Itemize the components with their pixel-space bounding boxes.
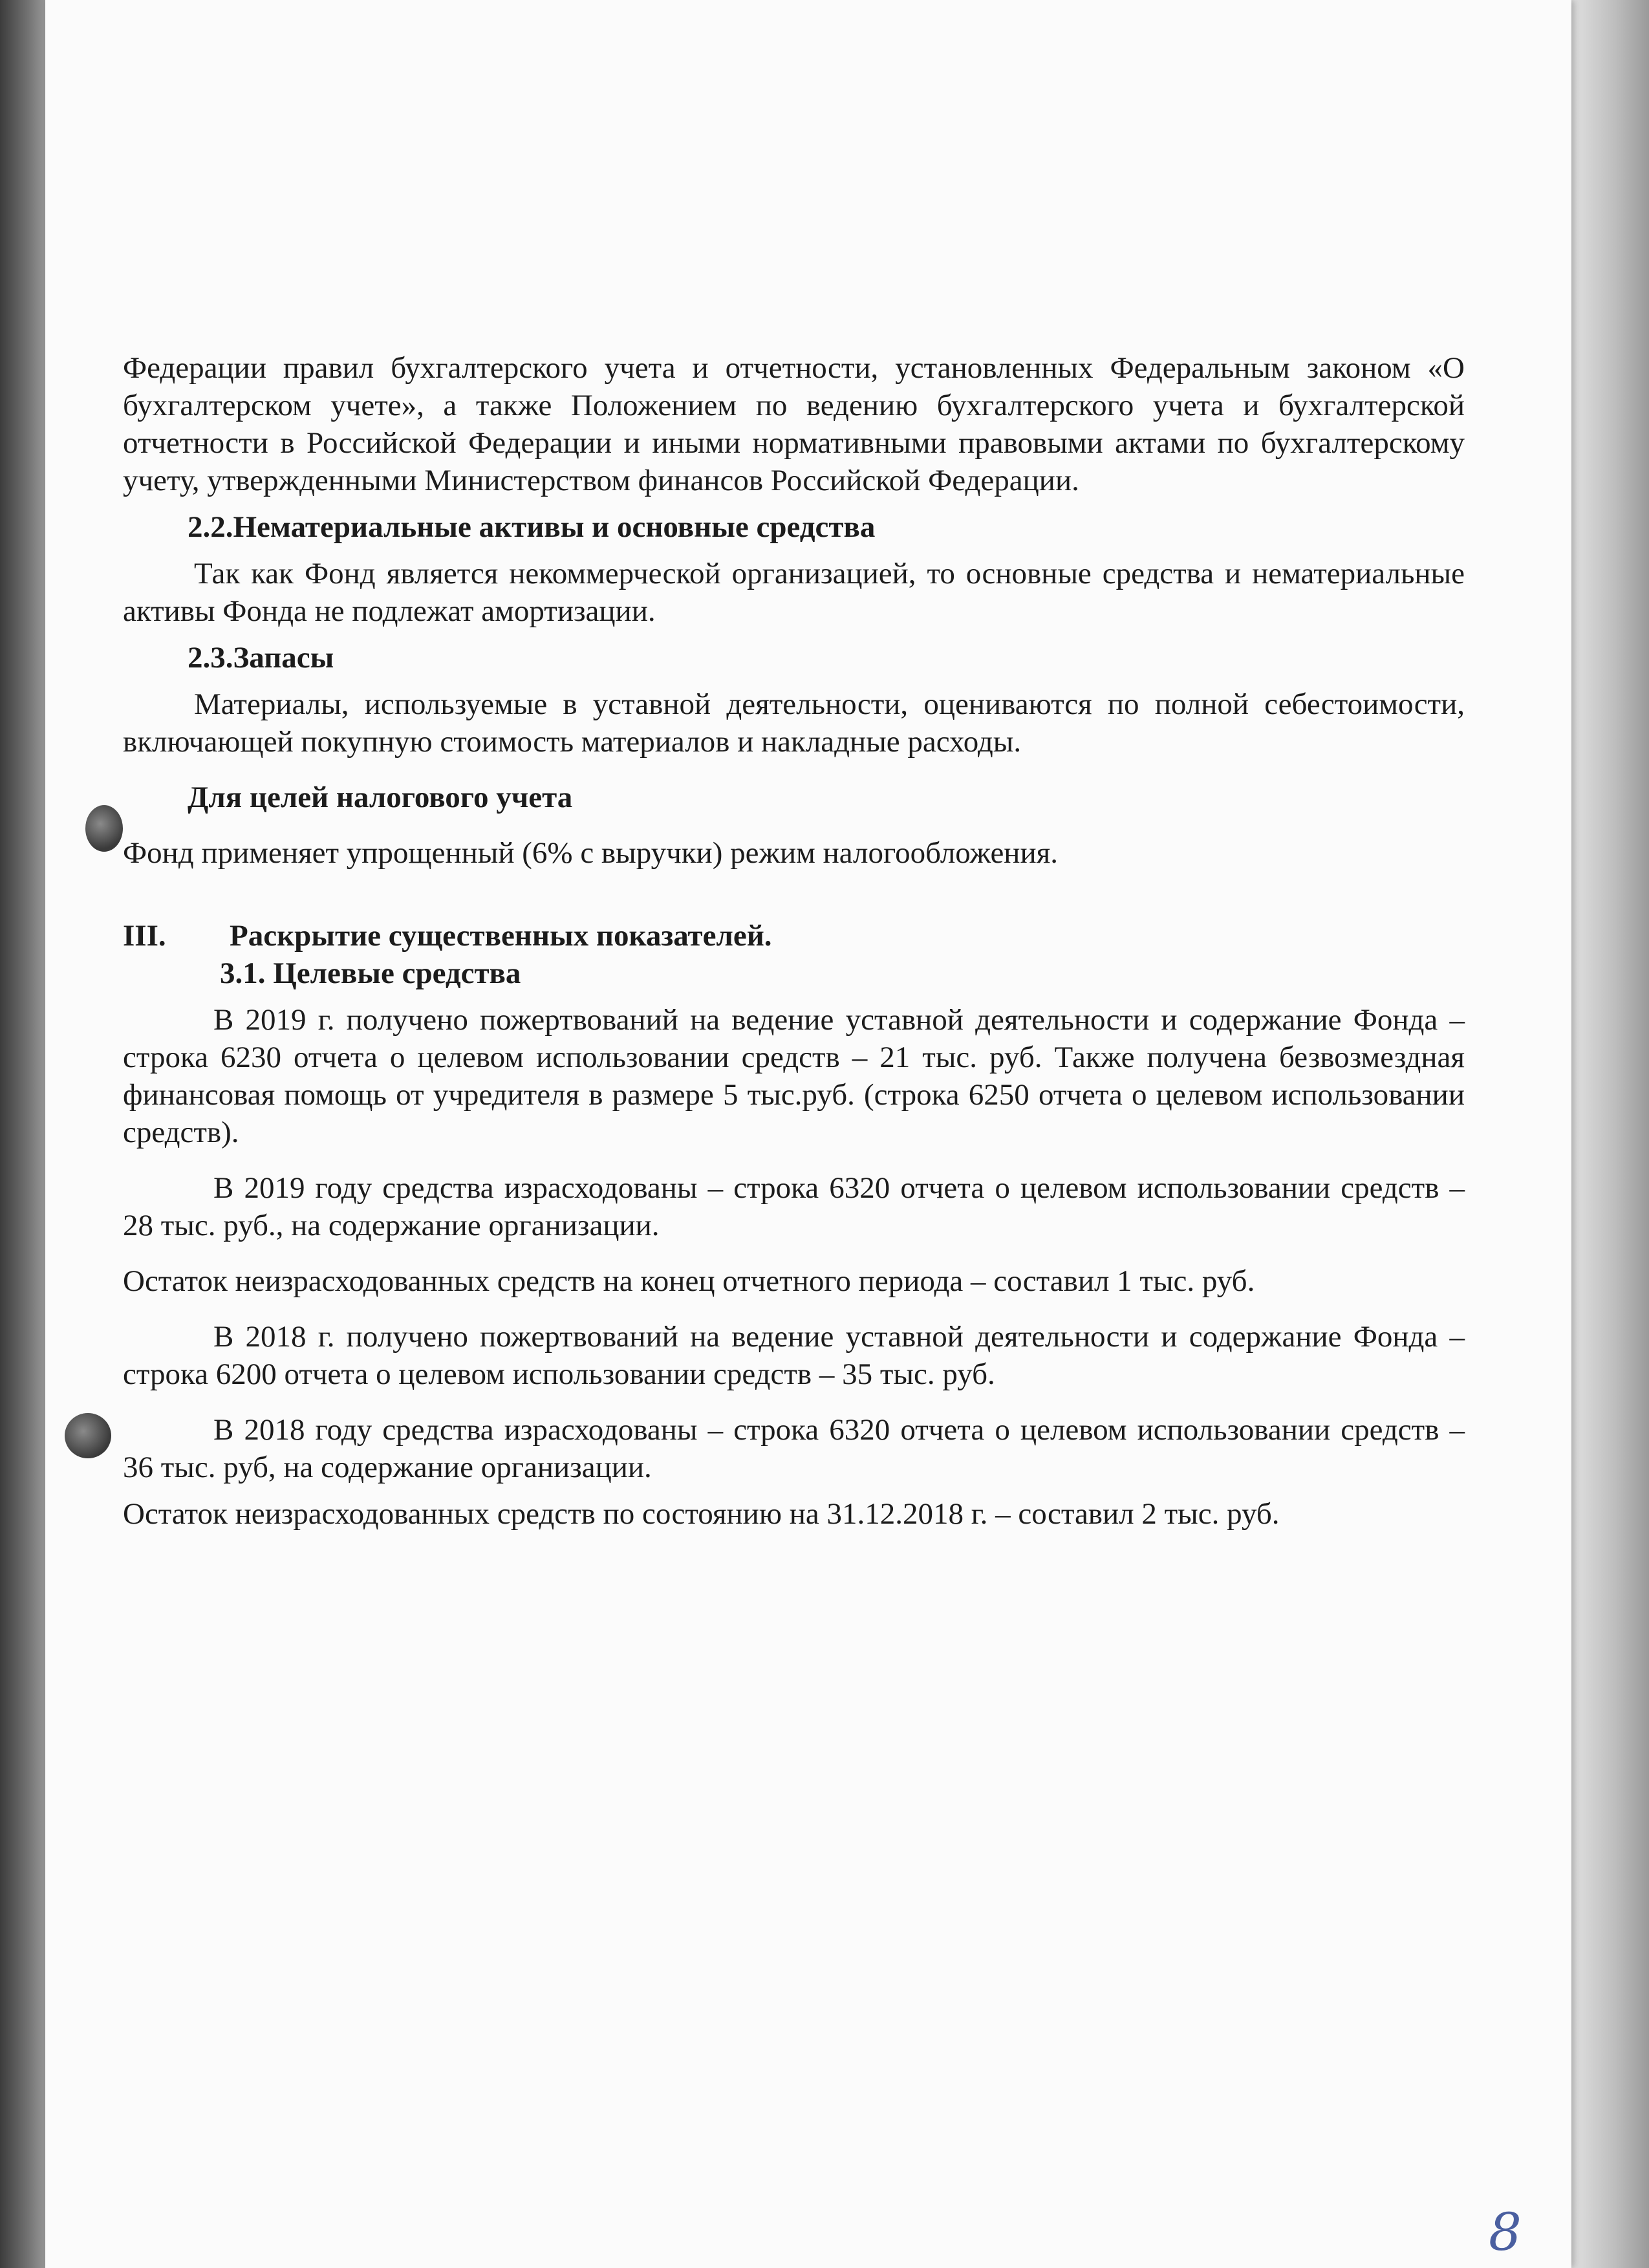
paragraph-2019-received: В 2019 г. получено пожертвований на ведение уставной деятельности и содержание Фонда – строка 6230 отчета о целевом использовании средств – 21 тыс. руб. Также получена безвозмездная финансовая помощь от учредителя в размере 5 тыс.руб. (строка 6250 отчета о целевом использовании средств). [123, 1003, 1465, 1149]
section-2-2-text: Так как Фонд является некоммерческой организацией, то основные средства и нематериальные активы Фонда не подлежат амортизации. [123, 557, 1465, 628]
punch-hole [85, 805, 123, 852]
paragraph-2018-balance: Остаток неизрасходованных средств по состоянию на 31.12.2018 г. – составил 2 тыс. руб. [123, 1497, 1280, 1531]
punch-hole [65, 1413, 111, 1458]
tax-text: Фонд применяет упрощенный (6% с выручки) режим налогообложения. [123, 836, 1058, 870]
intro-paragraph: Федерации правил бухгалтерского учета и отчетности, установленных Федеральным законом «О бухгалтерском учете», а также Положением по ведению бухгалтерского учета и бухгалтерской отчетности в Российской Федерации и иными нормативными правовыми актами по бухгалтерскому учету, утвержденными Министерством финансов Российской Федерации. [123, 351, 1465, 497]
paragraph-2018-spent: В 2018 году средства израсходованы – строка 6320 отчета о целевом использовании средств – 36 тыс. руб, на содержание организации. [123, 1413, 1465, 1484]
scan-right-edge [1565, 0, 1649, 2268]
section-3-title: Раскрытие существенных показателей. [230, 919, 772, 953]
paragraph-2018-received: В 2018 г. получено пожертвований на ведение уставной деятельности и содержание Фонда – строка 6200 отчета о целевом использовании средств – 35 тыс. руб. [123, 1320, 1465, 1391]
paragraph-2019-spent: В 2019 году средства израсходованы – строка 6320 отчета о целевом использовании средств – 28 тыс. руб., на содержание организации. [123, 1171, 1465, 1242]
section-3-1-heading: 3.1. Целевые средства [220, 956, 521, 990]
section-2-2-heading: 2.2.Нематериальные активы и основные средства [188, 510, 876, 544]
section-3-number: III. [123, 919, 166, 953]
paragraph-2019-balance: Остаток неизрасходованных средств на конец отчетного периода – составил 1 тыс. руб. [123, 1264, 1255, 1298]
section-2-3-heading: 2.3.Запасы [188, 641, 334, 675]
section-3-heading [123, 917, 1465, 955]
tax-heading: Для целей налогового учета [188, 781, 573, 814]
page-number: 8 [1489, 2202, 1522, 2262]
document-body [123, 349, 1465, 1533]
section-2-3-text: Материалы, используемые в уставной деятельности, оцениваются по полной себестоимости, включающей покупную стоимость материалов и накладные расходы. [123, 687, 1465, 759]
document-page [45, 0, 1571, 2268]
